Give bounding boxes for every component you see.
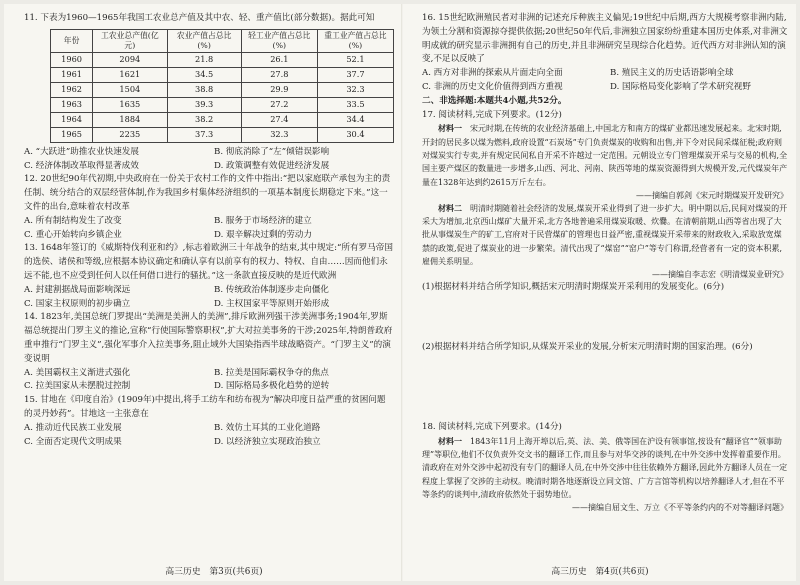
- material-text: 宋元时期,在传统的农业经济基础上,中国北方和南方的煤矿业都迅速发展起来。北宋时期,开封的居民多以煤为燃料,政府设置“石炭场”专门负责煤炭的收购和出售,并下令对民间采煤征税;政府则对煤炭实行专卖,并有规定民间私自开采不许越过一定范围。元朝设立专门管理煤炭开采与交易的机构,全国主要产煤区的数量进一步增多,山西、河北、河南、陕西等地的煤炭资源得到大规模开发,元代煤炭年产量在1328年达到约2615万斤左右。: [422, 124, 788, 187]
- material-label: 材料一: [438, 123, 462, 134]
- q13-options: [24, 284, 394, 312]
- table-cell: 1961: [51, 67, 93, 82]
- table-header: 农业产值占总比(%): [167, 29, 241, 52]
- table-cell: 1965: [51, 127, 93, 142]
- table-cell: 1884: [93, 112, 167, 127]
- table-cell: 37.3: [167, 127, 241, 142]
- q18-material-1: [422, 435, 788, 501]
- q14-option-b[interactable]: B. 拉美是国际霸权争夺的焦点: [214, 367, 329, 378]
- table-row: [51, 127, 394, 142]
- section-heading: 二、非选择题:本题共4小题,共52分。: [422, 95, 567, 106]
- q13-option-b[interactable]: B. 传统政治体制逐步走向僵化: [214, 284, 329, 295]
- q16-stem: 16. 15世纪欧洲殖民者对非洲的记述充斥种族主义偏见;19世纪中后期,西方大规模考察非洲内陆,为领土分割和资源掠夺提供依据;20世纪50年代后,非洲独立国家纷纷重建本国历史体系,对非洲文明成就的研究显示非洲拥有自己的历史,并且非洲研究呈现综合化趋势。近代西方对非洲认知的演变,不足以反映了: [422, 13, 788, 65]
- q13-stem: 13. 1648年签订的《威斯特伐利亚和约》,标志着欧洲三十年战争的结束,其中规定:“所有罗马帝国的选侯、诸侯和等级,应根据本协议确定和确认享有以前享有的权力、特权、自由……因而他们永远不能,也不应受到任何人以任何借口进行的骚扰。”这一条款直接反映的是近代欧洲: [24, 243, 393, 281]
- q15-stem: 15. 甘地在《印度自治》(1909年)中提出,将手工纺车和纺布视为“解决印度日益严重的贫困问题的灵丹妙药”。甘地这一主张意在: [24, 395, 386, 419]
- q16-options: [422, 67, 788, 95]
- q11-option-c[interactable]: C. 经济体制改革取得显著成效: [24, 160, 139, 171]
- q14-options: [24, 367, 394, 395]
- q11-options: [24, 146, 394, 174]
- q18-source-1: ——摘编自屈文生、万立《不平等条约内的不对等翻译问题》: [572, 503, 788, 513]
- table-row: [51, 82, 394, 97]
- q16-option-a[interactable]: A. 西方对非洲的探索从片面走向全面: [422, 68, 563, 79]
- table-row: [51, 97, 394, 112]
- q13-option-d[interactable]: D. 主权国家平等原则开始形成: [214, 298, 330, 309]
- q17-sub-question-1: (1)根据材料并结合所学知识,概括宋元明清时期煤炭开采利用的发展变化。(6分): [422, 282, 725, 293]
- table-cell: 39.3: [167, 97, 241, 112]
- table-cell: 27.8: [241, 67, 317, 82]
- table-cell: 52.1: [317, 52, 393, 67]
- answer-area[interactable]: [422, 295, 788, 341]
- q17-material-1: [422, 122, 788, 188]
- q15-option-b[interactable]: B. 效仿土耳其的工业化道路: [214, 422, 321, 433]
- right-page: [422, 12, 788, 514]
- q16-option-b[interactable]: B. 殖民主义的历史话语影响全球: [610, 68, 734, 79]
- q15-option-a[interactable]: A. 推动近代民族工业发展: [24, 422, 122, 433]
- q13-option-c[interactable]: C. 国家主权原则的初步确立: [24, 298, 131, 309]
- page-footer-left: 高三历史 第3页(共6页): [165, 567, 263, 577]
- page-footer-right: 高三历史 第4页(共6页): [551, 567, 649, 577]
- table-header-row: [51, 29, 394, 52]
- table-cell: 1635: [93, 97, 167, 112]
- table-cell: 27.4: [241, 112, 317, 127]
- q14-stem: 14. 1823年,美国总统门罗提出“美洲是美洲人的美洲”,排斥欧洲列强干涉美洲事务;1904年,罗斯福总统提出门罗主义的推论,宣称“行使国际警察职权”,扩大对拉美事务的干涉;2025年,特朗普政府重申推行“门罗主义”,强化军事介入拉美事务,阻止域外大国染指西半球战略资产。“门罗主义”的演变说明: [24, 312, 393, 364]
- q17-material-2: [422, 202, 788, 268]
- q12-option-c[interactable]: C. 重心开始转向乡镇企业: [24, 229, 122, 240]
- q11-stem: 11. 下表为1960—1965年我国工农业总产值及其中农、轻、重产值比(部分数据)。据此可知: [24, 13, 375, 23]
- table-cell: 26.1: [241, 52, 317, 67]
- table-cell: 1504: [93, 82, 167, 97]
- q12-options: [24, 215, 394, 243]
- q11-option-a[interactable]: A. “大跃进”助推农业快速发展: [24, 146, 139, 157]
- table-row: [51, 52, 394, 67]
- table-cell: 33.5: [317, 97, 393, 112]
- material-label: 材料二: [438, 202, 462, 213]
- table-cell: 27.2: [241, 97, 317, 112]
- q15-option-c[interactable]: C. 全面否定现代文明成果: [24, 436, 122, 447]
- q12-option-d[interactable]: D. 艰辛解决过剩的劳动力: [214, 229, 312, 240]
- left-page: [24, 12, 394, 449]
- table-cell: 38.8: [167, 82, 241, 97]
- table-header: 轻工业产值占总比(%): [241, 29, 317, 52]
- q13-option-a[interactable]: A. 封建割据战局面影响深远: [24, 284, 131, 295]
- q11-table: [50, 29, 394, 143]
- q15-option-d[interactable]: D. 以经济独立实现政治独立: [214, 436, 321, 447]
- q17-source-1: ——摘编自郭剑《宋元时期煤炭开发研究》: [636, 190, 788, 200]
- q17-stem: 17. 阅读材料,完成下列要求。(12分): [422, 109, 562, 120]
- table-cell: 2094: [93, 52, 167, 67]
- q16-option-d[interactable]: D. 国际格局变化影响了学术研究视野: [610, 81, 751, 92]
- q12-option-a[interactable]: A. 所有制结构发生了改变: [24, 215, 122, 226]
- table-cell: 29.9: [241, 82, 317, 97]
- table-cell: 30.4: [317, 127, 393, 142]
- material-label: 材料一: [438, 435, 462, 446]
- table-header: 年份: [51, 29, 93, 52]
- table-header: 重工业产值占总比(%): [317, 29, 393, 52]
- q14-option-c[interactable]: C. 拉美国家从未摆脱过控制: [24, 381, 131, 392]
- table-cell: 1960: [51, 52, 93, 67]
- answer-area[interactable]: [422, 355, 788, 421]
- material-text: 明清时期随着社会经济的发展,煤炭开采业得到了进一步扩大。明中期以后,民间对煤炭的开采大为增加,北京西山煤矿大量开采,北方各地普遍采用煤炭取暖、炊爨。在清朝前期,山西等省出现了大批从事煤炭生产的矿工,官府对于民营煤矿的管理也日益严密,重视煤炭开采带来的财政收入,采取放宽煤禁的政策,促进了煤炭业的进一步繁荣。清代出现了“煤窑”“窑户”等专门称谓,经营者有一定的资本积累,雇佣关系明显。: [422, 203, 788, 267]
- table-cell: 2235: [93, 127, 167, 142]
- material-text: 1843年11月上海开埠以后,英、法、美、俄等国在沪设有领事馆,按设有“翻译官”“领事助理”等职位,他们不仅负责外交文书的翻译工作,而且参与对华交涉的谈判,在中外交涉中发挥着重要作用。清政府在对外交涉中起初没有专门的翻译人员,在中外交涉中往往依赖外方翻译,因此外方翻译人员在一定程度上掌握了交涉的主动权。晚清时期各地逐渐设立同文馆、广方言馆等机构以培养翻译人才,但在不平等条约的谈判中,清政府依然处于弱势地位。: [422, 436, 788, 499]
- q17-source-2: ——摘编自李志宏《明清煤炭业研究》: [652, 270, 788, 280]
- q12-option-b[interactable]: B. 服务于市场经济的建立: [214, 215, 312, 226]
- table-cell: 32.3: [317, 82, 393, 97]
- table-cell: 37.7: [317, 67, 393, 82]
- table-row: [51, 67, 394, 82]
- table-cell: 32.3: [241, 127, 317, 142]
- table-cell: 1621: [93, 67, 167, 82]
- table-cell: 34.4: [317, 112, 393, 127]
- table-cell: 1964: [51, 112, 93, 127]
- table-cell: 1962: [51, 82, 93, 97]
- page-fold: [401, 4, 403, 581]
- table-cell: 1963: [51, 97, 93, 112]
- q15-options: [24, 422, 394, 450]
- q11-option-b[interactable]: B. 彻底消除了“左”倾错误影响: [214, 146, 330, 157]
- table-header: 工农业总产值(亿元): [93, 29, 167, 52]
- q14-option-a[interactable]: A. 美国霸权主义渐进式强化: [24, 367, 131, 378]
- q11-option-d[interactable]: D. 政策调整有效促进经济发展: [214, 160, 330, 171]
- q12-stem: 12. 20世纪90年代初期,中央政府在一份关于农村工作的文件中指出:“把以家庭联产承包为主的责任制、统分结合的双层经营体制,作为我国乡村集体经济组织的一项基本制度长期稳定下来。”这一文件的出台,意味着农村改革: [24, 174, 391, 212]
- q14-option-d[interactable]: D. 国际格局多极化趋势的逆转: [214, 381, 330, 392]
- table-cell: 38.2: [167, 112, 241, 127]
- table-row: [51, 112, 394, 127]
- exam-sheet: [4, 4, 796, 581]
- table-cell: 21.8: [167, 52, 241, 67]
- table-cell: 34.5: [167, 67, 241, 82]
- q16-option-c[interactable]: C. 非洲的历史文化价值得到西方重视: [422, 81, 563, 92]
- q18-stem: 18. 阅读材料,完成下列要求。(14分): [422, 421, 562, 432]
- q17-sub-question-2: (2)根据材料并结合所学知识,从煤炭开采业的发展,分析宋元明清时期的国家治理。(6分): [422, 342, 753, 353]
